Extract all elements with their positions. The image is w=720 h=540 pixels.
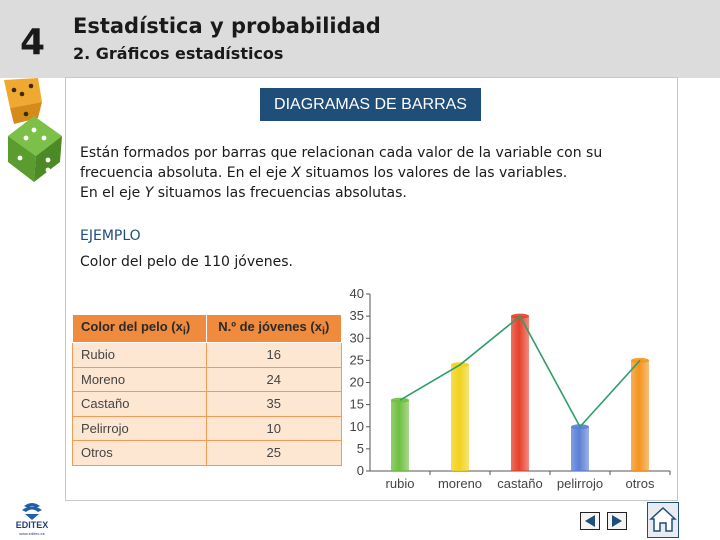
x-tick-label: pelirrojo xyxy=(556,476,604,491)
arrow-right-icon xyxy=(608,513,626,529)
col2-close: ) xyxy=(324,319,330,335)
editex-logo xyxy=(10,500,54,538)
intro-line-1: Están formados por barras que relacionan cada valor de la variable con su xyxy=(80,145,603,161)
bar-chart xyxy=(340,284,680,494)
axis-y-var: Y xyxy=(144,185,154,201)
intro-text xyxy=(80,143,660,203)
table-header-color xyxy=(73,315,207,343)
intro-line-3 xyxy=(80,183,660,203)
arrow-left-icon xyxy=(581,513,599,529)
header-bar xyxy=(0,0,720,78)
bar xyxy=(571,427,589,471)
y-tick-label: 25 xyxy=(349,352,364,368)
example-text: Color del pelo de 110 jóvenes. xyxy=(80,254,293,270)
bar xyxy=(511,316,529,471)
y-tick-label: 0 xyxy=(356,463,364,478)
intro-line-3-prefix: En el eje xyxy=(80,185,145,201)
page-title: Estadística y probabilidad xyxy=(73,14,381,38)
row-value: 25 xyxy=(206,441,342,466)
logo-text: EDITEX xyxy=(15,520,49,530)
section-title: DIAGRAMAS DE BARRAS xyxy=(260,88,481,121)
intro-line-3-suffix: situamos las frecuencias absolutas. xyxy=(153,185,407,201)
bar xyxy=(451,365,469,471)
row-label: Otros xyxy=(73,441,207,466)
frequency-table xyxy=(72,314,342,466)
home-icon xyxy=(648,503,678,537)
unit-number: 4 xyxy=(20,22,46,63)
prev-button[interactable] xyxy=(580,512,600,530)
x-tick-label: castaño xyxy=(497,476,543,491)
intro-line-2-suffix: situamos los valores de las variables. xyxy=(301,165,568,181)
table-row xyxy=(73,392,342,417)
table-row xyxy=(73,367,342,392)
col2-sub: i xyxy=(321,325,325,338)
table-row xyxy=(73,343,342,368)
x-tick-label: otros xyxy=(625,476,655,491)
bar-top xyxy=(391,398,409,403)
col1-sub: i xyxy=(182,325,186,338)
col1-close: ) xyxy=(185,319,191,335)
dice-icon xyxy=(0,78,66,188)
col2-label: N.º de jóvenes (x xyxy=(218,319,322,335)
y-tick-label: 15 xyxy=(349,396,364,412)
y-tick-label: 10 xyxy=(349,418,364,434)
next-button[interactable] xyxy=(607,512,627,530)
table-header-row xyxy=(73,315,342,343)
y-tick-label: 20 xyxy=(349,374,364,390)
row-value: 24 xyxy=(206,367,342,392)
col1-label: Color del pelo (x xyxy=(81,319,183,335)
row-label: Rubio xyxy=(73,343,207,368)
y-tick-label: 30 xyxy=(349,330,364,346)
axis-x-var: X xyxy=(291,165,302,181)
y-tick-label: 5 xyxy=(356,440,364,456)
row-label: Castaño xyxy=(73,392,207,417)
table-row xyxy=(73,441,342,466)
row-value: 16 xyxy=(206,343,342,368)
row-label: Moreno xyxy=(73,367,207,392)
row-value: 35 xyxy=(206,392,342,417)
row-value: 10 xyxy=(206,416,342,441)
bar xyxy=(631,360,649,471)
table-row xyxy=(73,416,342,441)
page-subtitle: 2. Gráficos estadísticos xyxy=(73,44,284,63)
y-tick-label: 35 xyxy=(349,308,364,324)
table-header-count xyxy=(206,315,342,343)
intro-line-2-prefix: frecuencia absoluta. En el eje xyxy=(80,165,292,181)
x-tick-label: moreno xyxy=(437,476,483,491)
example-label: EJEMPLO xyxy=(80,228,141,244)
x-tick-label: rubio xyxy=(385,476,415,491)
home-button[interactable] xyxy=(647,502,679,538)
row-label: Pelirrojo xyxy=(73,416,207,441)
logo-url: www.editex.es xyxy=(19,531,45,536)
y-tick-label: 40 xyxy=(349,286,364,301)
bar xyxy=(391,400,409,471)
intro-line-2 xyxy=(80,163,660,183)
